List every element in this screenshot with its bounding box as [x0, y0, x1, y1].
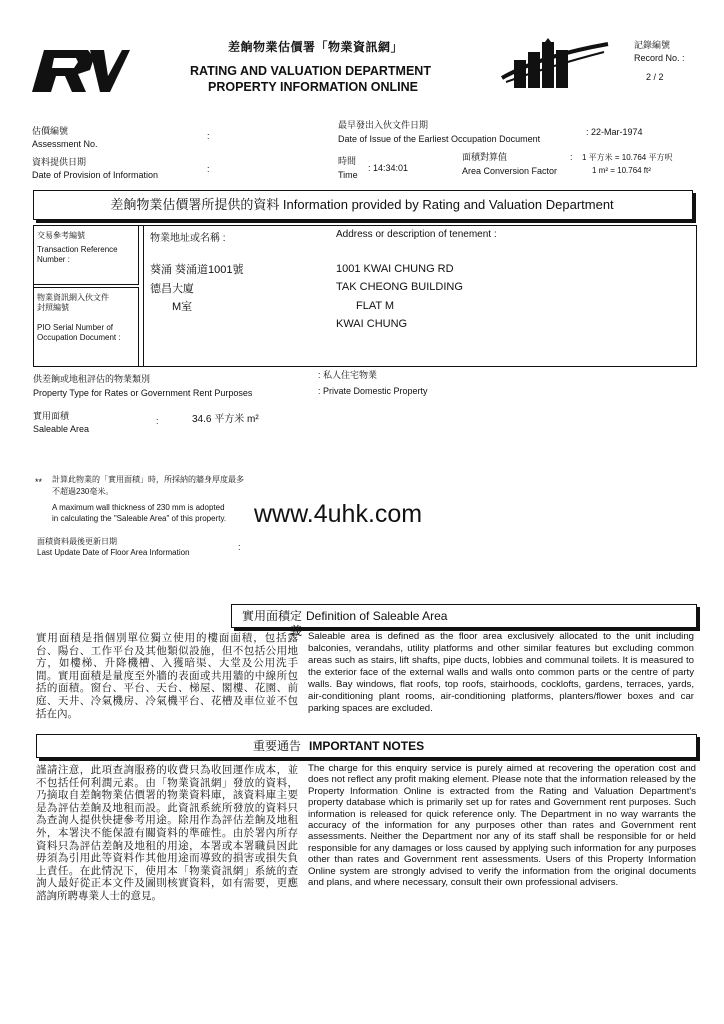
address-zh-line-3: M室 [172, 301, 193, 313]
address-zh-line-2: 德昌大廈 [150, 283, 194, 295]
important-notes-header [36, 734, 697, 758]
provision-label-zh: 資料提供日期 [32, 157, 87, 167]
watermark-text: www.4uhk.com [254, 500, 423, 528]
definition-title-en: Definition of Saleable Area [306, 609, 448, 623]
definition-body-en: Saleable area is defined as the floor area exclusively allocated to the unit including balconies, verandahs, utility platforms and other similar features but excluding common areas such as stairs, lift shafts, pipe ducts, lobbies and communal toilets. It is measured to the exterior face of the external walls and walls onto common parts or the centre of party walls. Bay windows, flat roofs, top roofs, stairhoods, cocklofts, gardens, terraces, yards, air-conditioning plant rooms, air-conditioning platforms, planters/flower boxes and car parking spaces are excluded. [308, 631, 694, 714]
time-label-zh: 時間 [338, 156, 357, 166]
saleable-area-label-zh: 實用面積 [33, 411, 70, 421]
occupation-value: : 22-Mar-1974 [586, 127, 643, 137]
important-notes-title-en: IMPORTANT NOTES [309, 739, 425, 753]
definition-title-zh: 實用面積定義 [241, 609, 302, 638]
address-label-zh: 物業地址或名稱 : [150, 233, 226, 244]
header-title-zh: 差餉物業估價署「物業資訊網」 [228, 40, 404, 54]
occupation-label-en: Date of Issue of the Earliest Occupation Document [338, 134, 541, 144]
provision-label-en: Date of Provision of Information [32, 170, 159, 180]
assessment-label-zh: 估價編號 [32, 126, 69, 136]
address-cell [143, 225, 697, 367]
address-zh-line-1: 葵涌 葵涌道1001號 [150, 264, 244, 276]
note-en-line-1: A maximum wall thickness of 230 mm is adopted [52, 503, 225, 512]
txn-ref-label-en: Transaction Reference Number : [37, 245, 118, 264]
occupation-label-zh: 最早發出入伙文件日期 [338, 120, 429, 130]
factor-label-zh: 面積對算值 [462, 152, 508, 162]
info-banner-text: 差餉物業估價署所提供的資料 Information provided by Rating and Valuation Department [110, 197, 614, 212]
pio-serial-label-zh: 物業資訊網入伙文件 封照編號 [37, 293, 109, 312]
address-en-line-1: 1001 KWAI CHUNG RD [336, 263, 454, 275]
factor-label-en: Area Conversion Factor [462, 166, 558, 176]
factor-colon: : [570, 152, 573, 162]
factor-value-1: 1 平方米 = 10.764 平方呎 [582, 153, 673, 162]
txn-ref-label-zh: 交易參考編號 [37, 231, 85, 240]
property-type-label-en: Property Type for Rates or Government Rent Purposes [33, 388, 253, 398]
definition-body-zh: 實用面積是指個別單位獨立使用的樓面面積，包括露台、陽台、工作平台及其他類似設施，但不包括公用地方，如樓梯、升降機槽、入獲暗渠、大堂及公用洗手間。實用面積是量度至外牆的表面或共用牆的中線所包括的面積。窗台、平台、天台、梯屋、閣樓、花園、前庭、天井、冷氣機房、冷氣機平台、花槽及車位並不包括在內。 [36, 632, 298, 720]
note-zh-line-1: 計算此物業的「實用面積」時，所採納的牆身厚度最多 [52, 475, 244, 484]
time-label-en: Time [338, 170, 358, 180]
important-notes-title-zh: 重要通告 [252, 739, 301, 753]
time-value: : 14:34:01 [368, 163, 409, 173]
note-en-line-2: in calculating the "Saleable Area" of this property. [52, 514, 227, 523]
building-logo [500, 38, 610, 90]
important-notes-body-zh: 謹請注意，此項查詢服務的收費只為收回運作成本，並不包括任何利潤元素。由「物業資訊網」發放的資料，乃摘取自差餉物業估價署的物業資料庫，該資料庫主要是為評估差餉及地租而設。此資訊系統所發放的資料只為查詢人提供快捷參考用途。除用作為評估差餉及地租外，本署決不能保證有關資料的準確性。由於署內所存資料只為評估差餉及地租的用途，本署或本署職員因此毋須為引用此等資料作其他用途而導致的損害或損失負上責任。在此情況下，使用本「物業資訊網」系統的查詢人最好從正本文件及圖則核實資料，如有需要，更應諮詢所聘專業人士的意見。 [36, 764, 298, 902]
info-banner [33, 190, 693, 220]
property-type-value-zh: : 私人住宅物業 [318, 370, 378, 380]
last-update-label-zh: 面積資料最後更新日期 [37, 537, 117, 546]
address-en-line-2: TAK CHEONG BUILDING [336, 281, 463, 293]
record-no-en: Record No. : [634, 53, 685, 63]
header-title-en-1: RATING AND VALUATION DEPARTMENT [190, 64, 431, 78]
provision-colon: : [207, 164, 210, 174]
property-type-value-en: : Private Domestic Property [318, 386, 428, 396]
definition-header [231, 604, 697, 638]
factor-value-2: 1 m² = 10.764 ft² [592, 166, 651, 175]
building-logo-graphic [500, 38, 610, 90]
saleable-area-value: 34.6 平方米 m² [192, 414, 259, 425]
important-notes-body-en: The charge for this enquiry service is purely aimed at recovering the operation cost and does not reflect any profit making element. Please note that the information released by the Property Information Online is extracted from the Rating and Valuation Department's property database which is primarily set up for rates and Government rent purposes. Such information is released for quick reference only. The Department in no way warrants the accuracy of the information for any purposes other than rates and Government rent assessments. Neither the Department nor any of its staff shall be responsible for or held responsible for any damages or loss caused by applying such information for any purposes other than rates and Government rent assessments. Users of this Property Information Online system are strongly advised to verify the information from the original documents and plans, and where necessary, consult their own professional advisers. [308, 763, 696, 889]
note-marker: ** [35, 477, 43, 487]
last-update-label-en: Last Update Date of Floor Area Information [37, 548, 190, 557]
rv-logo-graphic [30, 46, 130, 94]
pio-serial-label-en: PIO Serial Number of Occupation Document : [37, 323, 121, 342]
page-number: 2 / 2 [646, 72, 664, 82]
assessment-colon: : [207, 131, 210, 141]
header-title-en-2: PROPERTY INFORMATION ONLINE [208, 80, 418, 94]
last-update-colon: : [238, 542, 241, 552]
saleable-area-label-en: Saleable Area [33, 424, 90, 434]
saleable-area-colon: : [156, 416, 159, 426]
address-en-line-3: FLAT M [356, 300, 395, 312]
address-label-en: Address or description of tenement : [336, 229, 497, 240]
assessment-label-en: Assessment No. [32, 139, 98, 149]
property-type-label-zh: 供差餉或地租評估的物業類別 [33, 374, 151, 384]
record-no-zh: 記錄編號 [634, 40, 671, 50]
address-en-line-4: KWAI CHUNG [336, 318, 408, 330]
rv-logo [30, 46, 130, 94]
note-zh-line-2: 不超過230毫米。 [52, 487, 114, 496]
